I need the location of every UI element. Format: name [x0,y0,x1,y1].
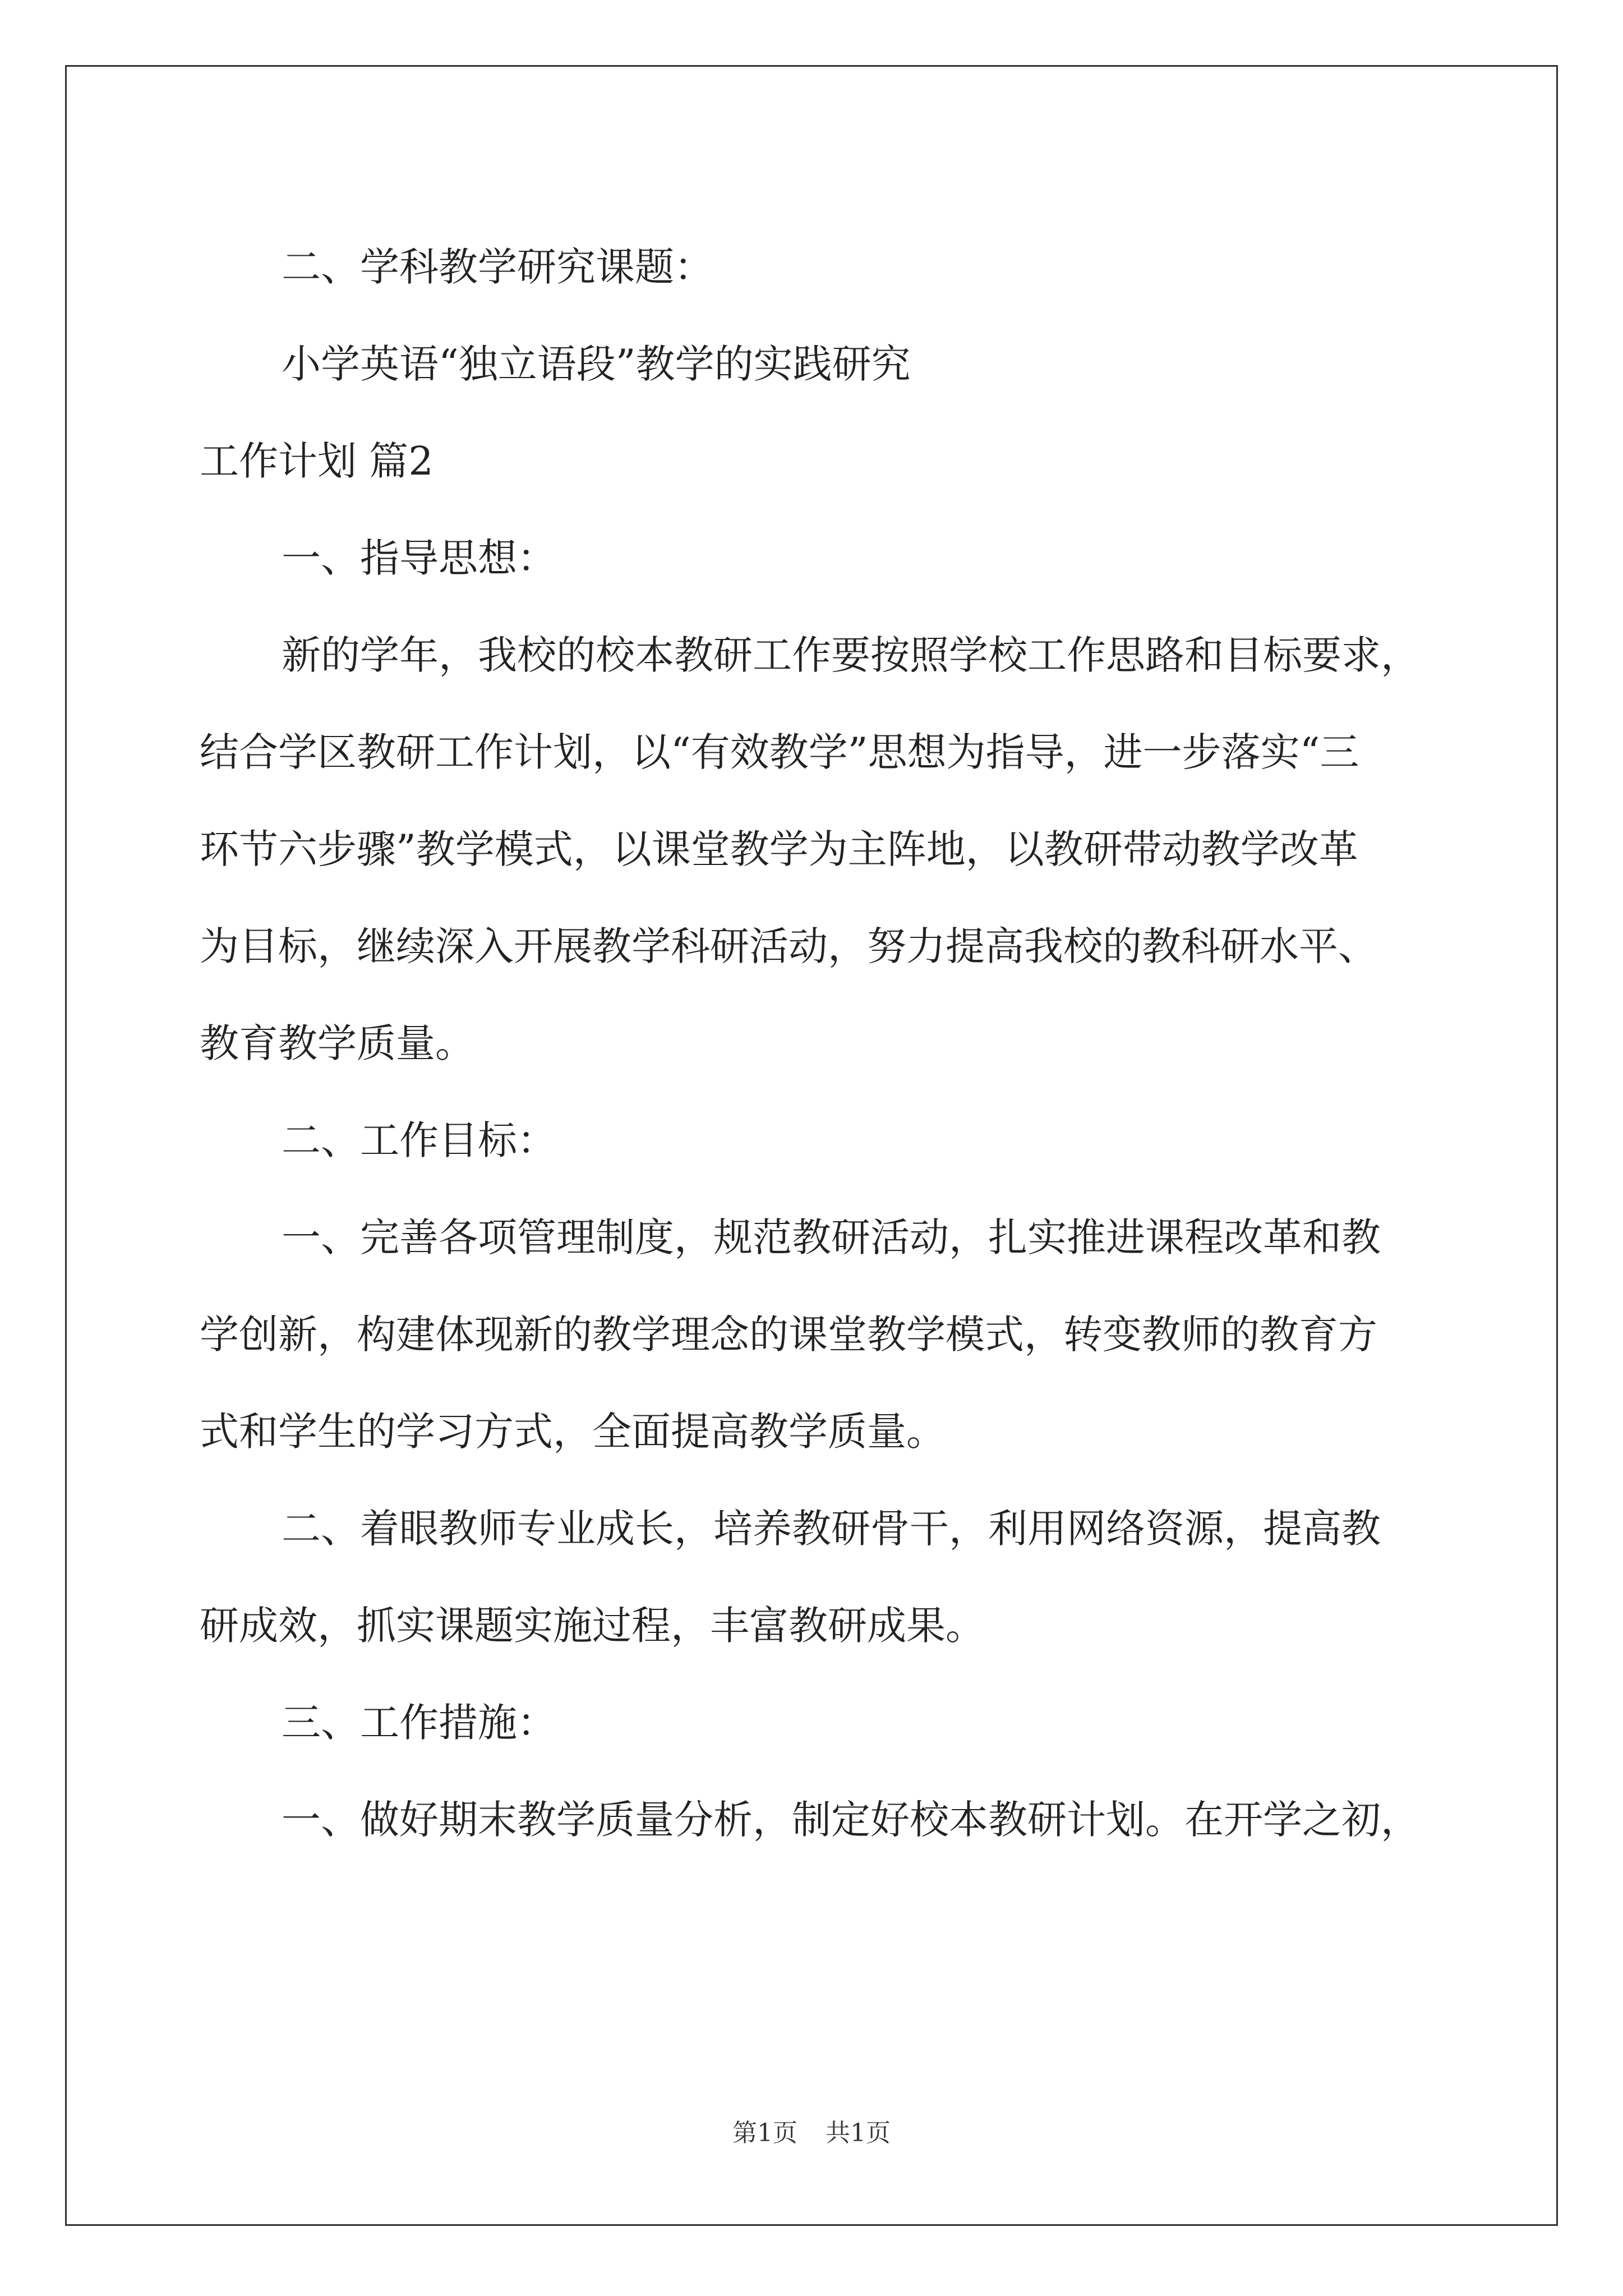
paragraph-line: 为目标，继续深入开展教学科研活动，努力提高我校的教科研水平、 [200,923,1377,969]
page-number: 第1页 [732,2119,797,2147]
paragraph-line: 教育教学质量。 [200,1020,474,1066]
paragraph-line: 环节六步骤”教学模式，以课堂教学为主阵地，以教研带动教学改革 [200,826,1358,872]
page-footer [0,2113,1623,2148]
paragraph-line: 小学英语“独立语段”教学的实践研究 [282,341,911,387]
paragraph-line: 结合学区教研工作计划，以“有效教学”思想为指导，进一步落实“三 [200,729,1359,775]
section-heading: 三、工作措施： [282,1700,556,1746]
document-body [200,219,1433,1869]
paragraph-line: 二、着眼教师专业成长，培养教研骨干，利用网络资源，提高教 [282,1506,1381,1552]
paragraph-line: 一、做好期末教学质量分析，制定好校本教研计划。在开学之初， [282,1797,1420,1843]
section-heading: 二、学科教学研究课题： [282,244,713,290]
paragraph-line: 新的学年，我校的校本教研工作要按照学校工作思路和目标要求， [282,632,1420,678]
page-total: 共1页 [826,2119,891,2147]
paragraph-line: 一、完善各项管理制度，规范教研活动，扎实推进课程改革和教 [282,1214,1381,1260]
paragraph-line: 式和学生的学习方式，全面提高教学质量。 [200,1409,946,1455]
paragraph-line: 学创新，构建体现新的教学理念的课堂教学模式，转变教师的教育方 [200,1312,1377,1358]
paragraph-line: 研成效，抓实课题实施过程，丰富教研成果。 [200,1603,985,1649]
document-title: 工作计划 篇2 [200,438,434,484]
section-heading: 二、工作目标： [282,1117,556,1163]
section-heading: 一、指导思想： [282,535,556,581]
